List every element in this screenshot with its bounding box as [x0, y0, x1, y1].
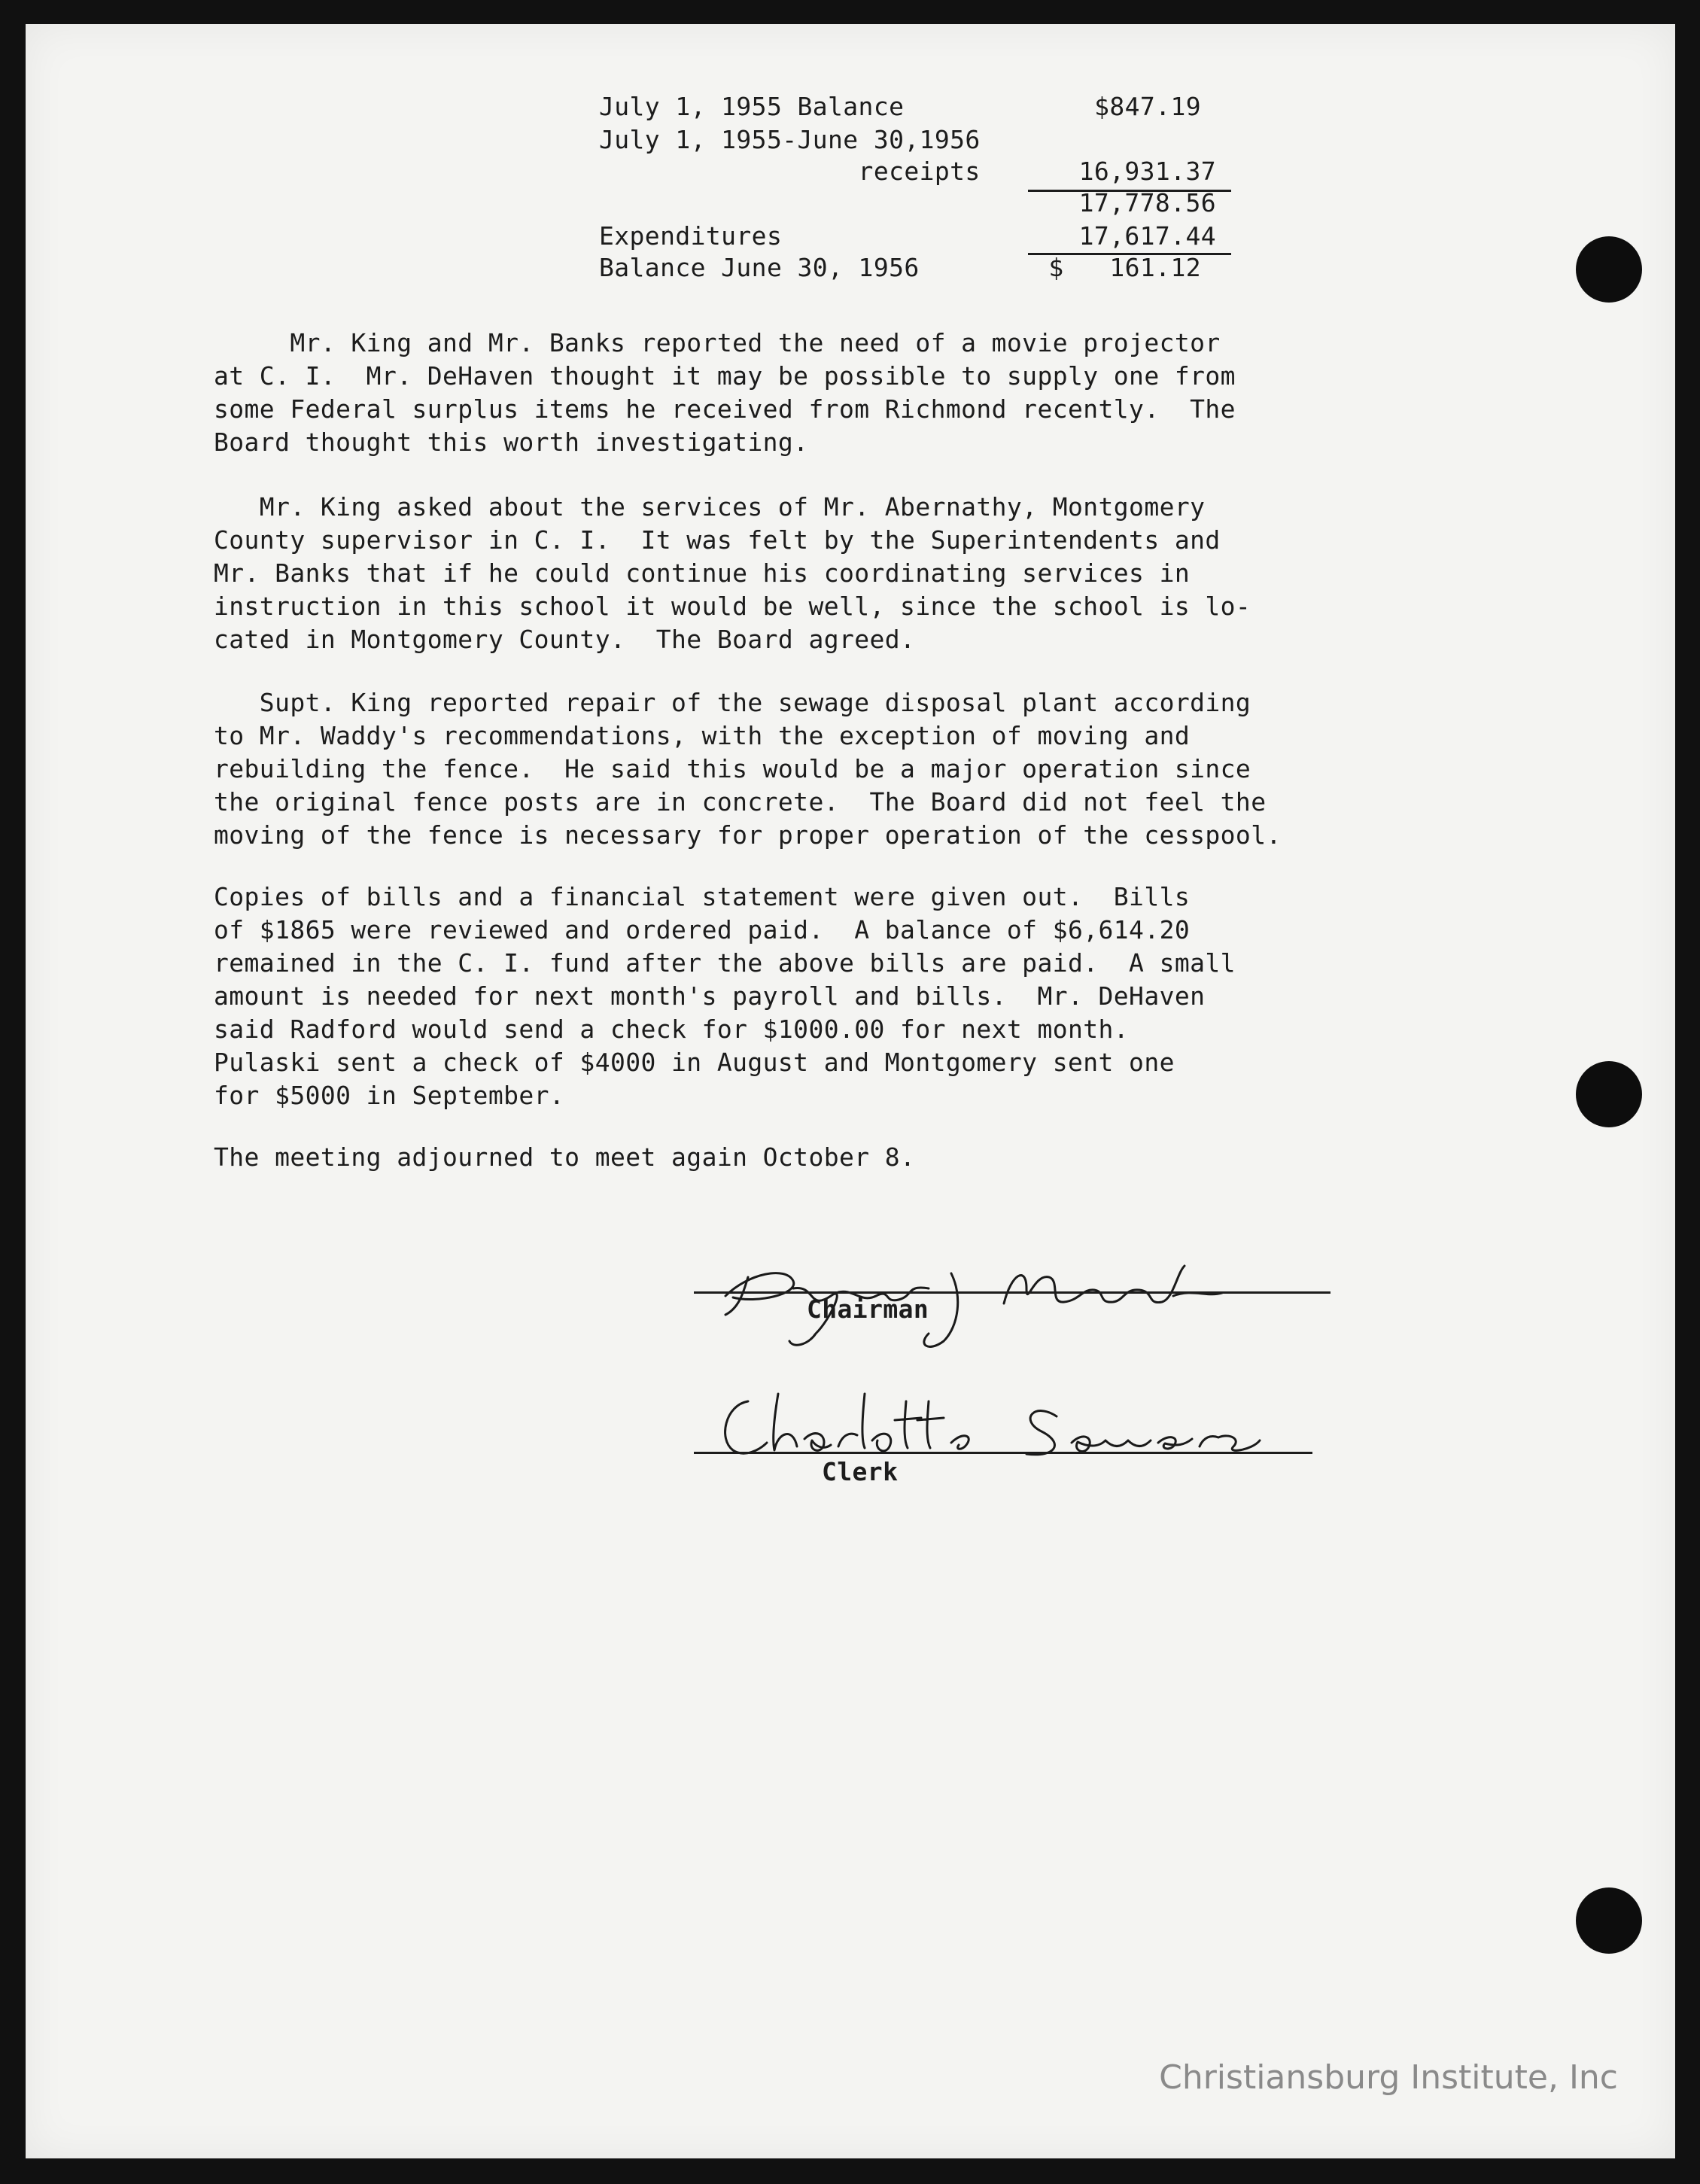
text-line: Pulaski sent a check of $4000 in August and Montgomery sent one	[214, 1048, 1175, 1077]
ledger-row	[599, 253, 1231, 286]
ledger-label: Expenditures	[599, 221, 783, 251]
text-line: amount is needed for next month's payroll and bills. Mr. DeHaven	[214, 981, 1206, 1011]
clerk-signature-line	[694, 1452, 1312, 1454]
ledger-amount: 17,617.44	[1078, 221, 1216, 251]
ledger-label: July 1, 1955 Balance	[599, 92, 905, 121]
ledger-amount: 16,931.37	[1078, 157, 1216, 186]
text-line: said Radford would send a check for $1000.00 for next month.	[214, 1014, 1130, 1044]
text-line: some Federal surplus items he received from Richmond recently. The	[214, 394, 1236, 424]
clerk-caption: Clerk	[822, 1457, 899, 1486]
ledger-label: receipts	[599, 157, 981, 186]
text-line: instruction in this school it would be well, since the school is lo-	[214, 592, 1251, 621]
ledger-row	[599, 188, 1231, 221]
text-line: remained in the C. I. fund after the above bills are paid. A small	[214, 948, 1236, 978]
text-line: of $1865 were reviewed and ordered paid. A balance of $6,614.20	[214, 915, 1191, 944]
text-line: County supervisor in C. I. It was felt by the Superintendents and	[214, 525, 1221, 555]
ledger-label: Balance June 30, 1956	[599, 253, 920, 282]
text-line: Board thought this worth investigating.	[214, 427, 809, 457]
ledger-amount: $847.19	[1094, 92, 1201, 121]
ledger-row	[599, 221, 1231, 254]
document-page	[26, 24, 1675, 2158]
chairman-signature	[703, 1243, 1275, 1356]
text-line: cated in Montgomery County. The Board agreed.	[214, 625, 916, 654]
clerk-signature	[703, 1386, 1320, 1469]
text-line: Supt. King reported repair of the sewage disposal plant according	[214, 688, 1251, 717]
archive-watermark: Christiansburg Institute, Inc	[1159, 2058, 1618, 2097]
paragraph-adjournment	[214, 1141, 1388, 1174]
ledger-row	[599, 92, 1231, 125]
text-line: at C. I. Mr. DeHaven thought it may be possible to supply one from	[214, 361, 1236, 391]
ledger-row	[599, 157, 1231, 190]
punch-hole-bottom	[1576, 1887, 1642, 1954]
text-line: Mr. Banks that if he could continue his coordinating services in	[214, 558, 1191, 588]
text-line: The meeting adjourned to meet again October 8.	[214, 1142, 916, 1172]
ledger-row	[599, 125, 1231, 158]
ledger-label: July 1, 1955-June 30,1956	[599, 125, 981, 154]
ledger-amount: $ 161.12	[1048, 253, 1201, 282]
text-line: Mr. King asked about the services of Mr. Abernathy, Montgomery	[214, 492, 1206, 522]
paragraph-movie-projector	[214, 327, 1388, 459]
ledger-amount: 17,778.56	[1078, 188, 1216, 217]
text-line: rebuilding the fence. He said this would be a major operation since	[214, 754, 1251, 783]
text-line: moving of the fence is necessary for proper operation of the cesspool.	[214, 820, 1282, 850]
text-line: the original fence posts are in concrete. The Board did not feel the	[214, 787, 1267, 817]
paragraph-sewage-plant	[214, 686, 1388, 852]
text-line: Mr. King and Mr. Banks reported the need of a movie projector	[214, 328, 1221, 357]
paragraph-bills	[214, 881, 1388, 1112]
chairman-signature-line	[694, 1291, 1331, 1294]
text-line: for $5000 in September.	[214, 1081, 565, 1110]
chairman-caption: Chairman	[807, 1294, 929, 1324]
punch-hole-top	[1576, 236, 1642, 303]
paragraph-abernathy-services	[214, 491, 1388, 656]
text-line: Copies of bills and a financial statement were given out. Bills	[214, 882, 1191, 911]
text-line: to Mr. Waddy's recommendations, with the exception of moving and	[214, 721, 1191, 750]
punch-hole-middle	[1576, 1061, 1642, 1127]
